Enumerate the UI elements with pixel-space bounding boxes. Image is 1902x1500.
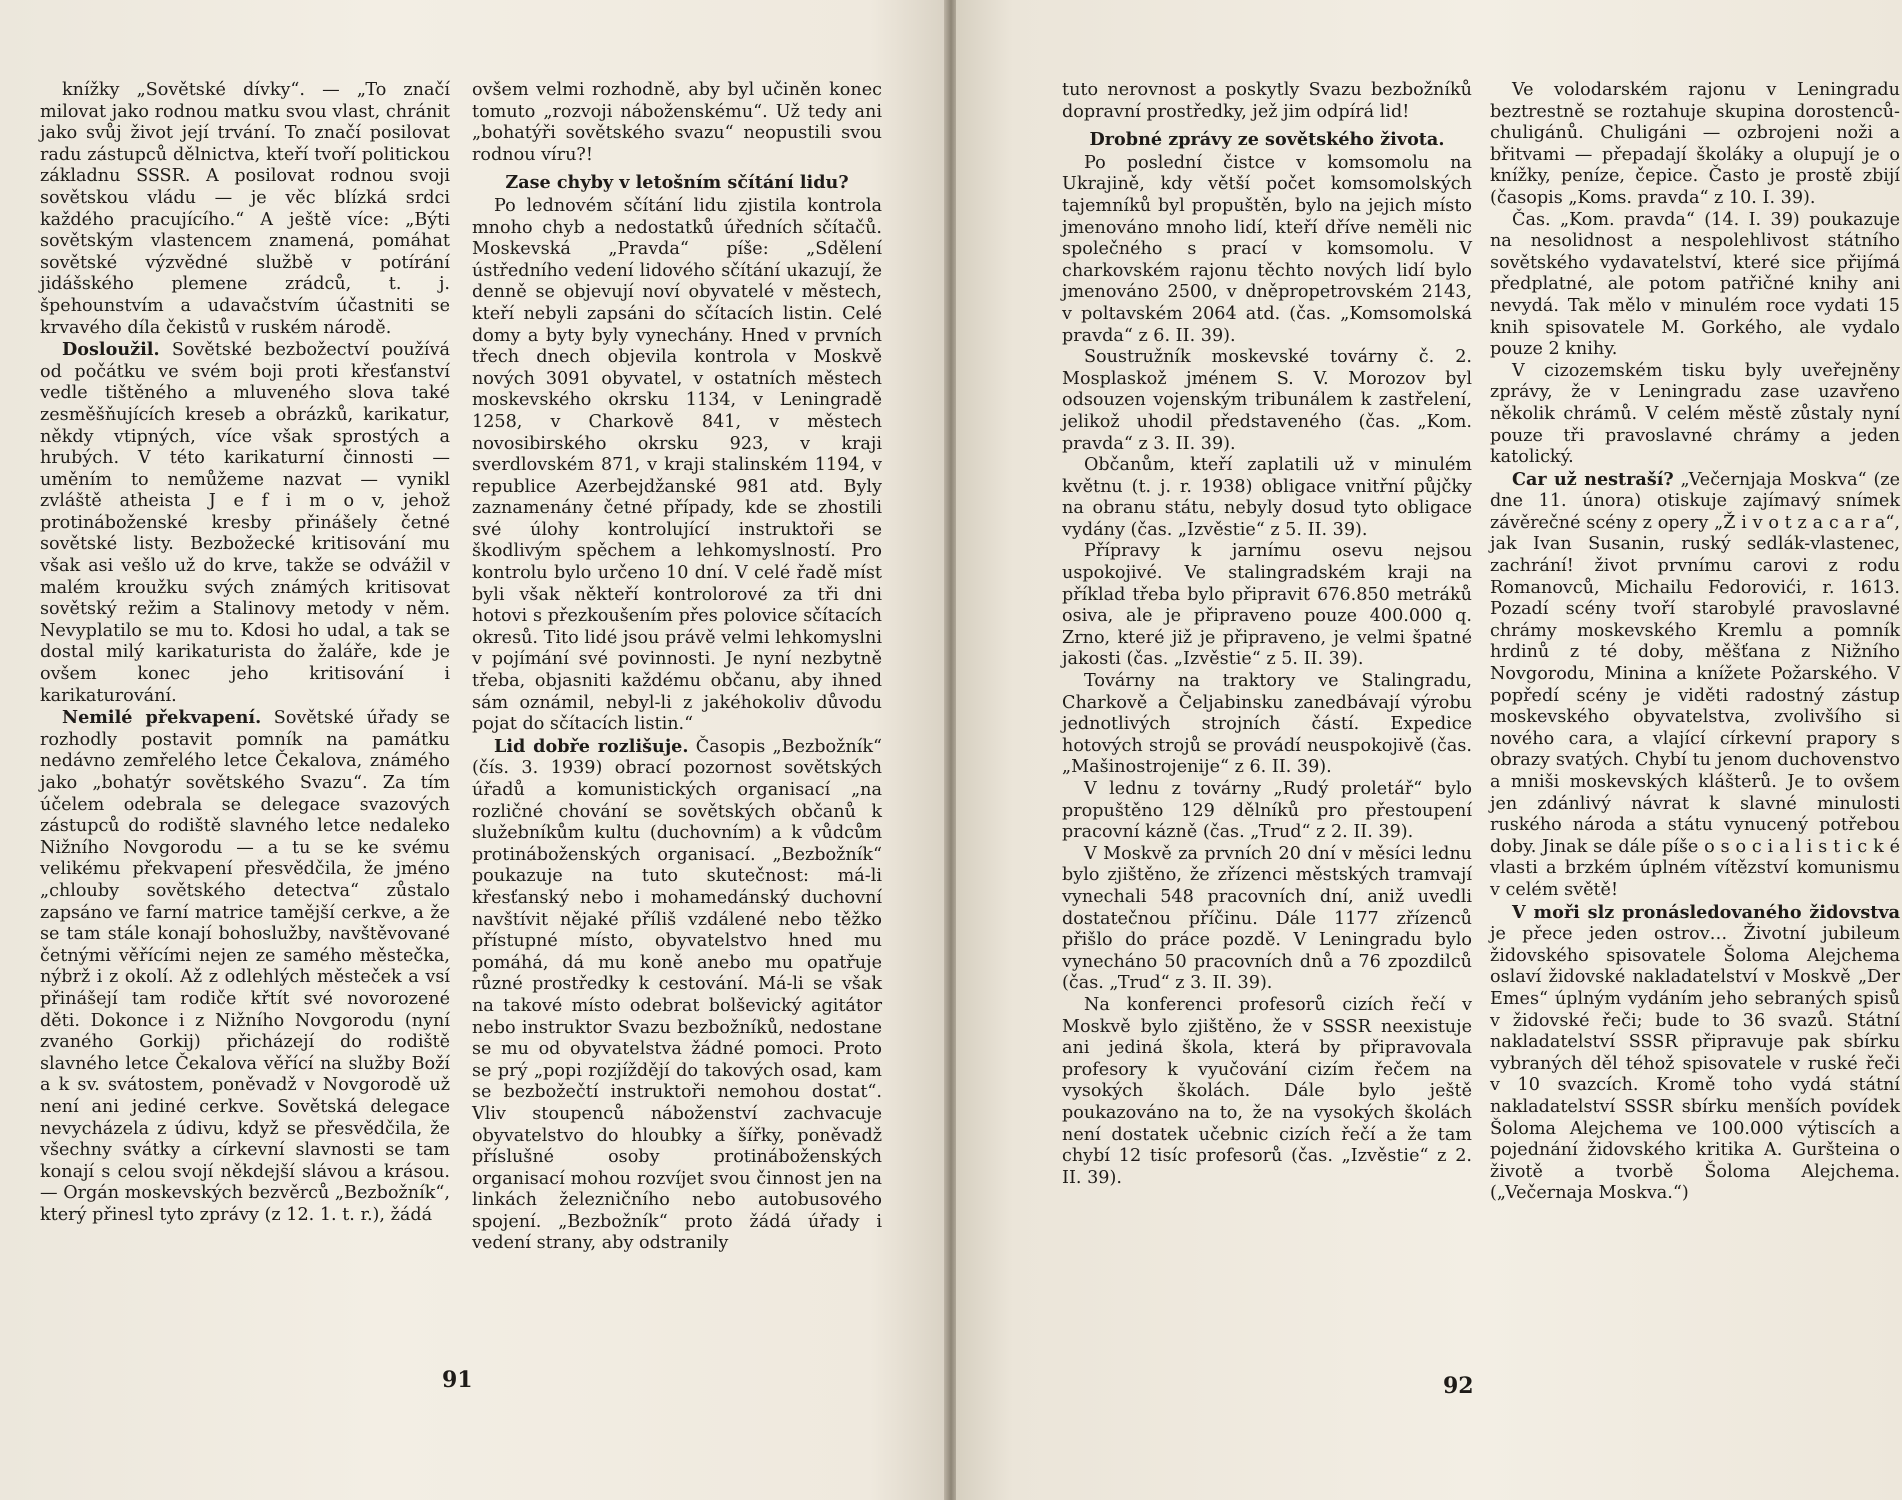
left-page-column-2 <box>472 80 882 1255</box>
left-page-column-1 <box>40 80 450 1226</box>
paragraph-text: Po lednovém sčítání lidu zjistila kontrola mnoho chyb a nedostatků úředních sčítačů. Moskevská „Pravda“ píše: „Sdělení ústředního vedení lidového sčítání ukazují, že denně se objevují noví obyvatelé v městech, kteří nebyli zapsáni do sčítacích listin. Celé domy a byty byly vynechány. Hned v prvních třech dnech objevila kontrola v Moskvě nových 3091 obyvatel, v ostatních městech moskevského okrsku 1134, v Leningradě 1258, v Charkově 841, v městech novosibirského okrsku 923, v kraji sverdlovském 871, v kraji stalinském 1194, v republice Azerbejdžanské 981 atd. Byly zaznamenány četné případy, kde se zhostili své úlohy kontrolující instruktoři se škodlivým spěchem a lehkomyslností. Pro kontrolu bylo určeno 10 dní. V celé řadě míst byli však někteří kontrolorové za tři dni hotovi s přezkoušením přes polovice sčítacích okresů. Tito lidé jsou právě velmi lehkomyslni v pojímání své povinnosti. Je nyní nezbytně třeba, objasniti každému občanu, aby ihned sám oznámil, nebyl-li z jakéhokoliv důvodu pojat do sčítacích listin.“ <box>472 195 882 735</box>
article-paragraph <box>1490 469 1900 902</box>
paragraph-text: tuto nerovnost a poskytly Svazu bezbožníků dopravní prostředky, jež jim odpírá lid! <box>1062 80 1472 122</box>
article-paragraph <box>1062 455 1472 541</box>
paragraph-text: Sovětské úřady se rozhodly postavit pomník na památku nedávno zemřelého letce Čekalova, známého jako „bohatýr sovětského Svazu“. Za tím účelem odebrala se delegace svazových zástupců do rodiště slavného letce nedaleko Nižního Novgorodu — a tu se ke svému velikému překvapení přesvědčila, že jméno „chlouby sovětského detectva“ zůstalo zapsáno ve farní matrice tamější cerkve, a že se tam stále konají bohoslužby, navštěvované četnými věřícími nejen ze samého městečka, nýbrž i z okolí. Až z odlehlých městeček a vsí přinášejí tam rodiče křtít své novorozené děti. Dokonce i z Nižního Novgorodu (nyní zvaného Gorkij) přicházejí do rodiště slavného letce Čekalova věřící na služby Boží a k sv. svátostem, poněvadž v Novgorodě už není ani jediné cerkve. Sovětská delegace nevycházela z údivu, když se přesvědčila, že všechny svátky a církevní slavnosti se tam konají s celou svojí někdejší slávou a krásou. — Orgán moskevských bezvěrců „Bezbožník“, který přinesl tyto zprávy (z 12. 1. t. r.), žádá <box>40 708 450 1225</box>
paragraph-text: Čas. „Kom. pravda“ (14. I. 39) poukazuje na nesolidnost a nespolehlivost státního sovětského vydavatelství, které sice přijímá předplatné, ale potom patřičné knihy ani nevydá. Tak mělo v minulém roce vydati 15 knih spisovatele M. Gorkého, ale vydalo pouze 2 knihy. <box>1490 209 1900 360</box>
right-page-column-2 <box>1490 80 1900 1205</box>
article-paragraph <box>40 80 450 339</box>
paragraph-text: Občanům, kteří zaplatili už v minulém květnu (t. j. r. 1938) obligace vnitřní půjčky na obranu státu, nebyly dosud tyto obligace vydány (čas. „Izvěstie“ z 5. II. 39). <box>1062 455 1472 540</box>
paragraph-text: Ve volodarském rajonu v Leningradu beztrestně se roztahuje skupina dorostenců-chuligánů. Chuligáni — ozbrojeni noži a břitvami — přepadají školáky a olupují je o knížky, peníze, čepice. Často je prostě zbijí (časopis „Koms. pravda“ z 10. I. 39). <box>1490 80 1900 208</box>
paragraph-text: Časopis „Bezbožník“ (čís. 3. 1939) obrací pozornost sovětských úřadů a komunistických organisací „na rozličné chování se sovětských občanů k služebníkům kultu (duchovním) a k vůdcům protináboženských organisací. „Bezbožník“ poukazuje na tuto skutečnost: má-li křesťanský nebo i mohamedánský duchovní navštívit nějaké příliš vzdálené nebo těžko přístupné místo, obyvatelstvo hned mu pomáhá, dá mu koně anebo mu opatřuje různé prostředky k cestování. Má-li se však na takové místo odebrat bolševický agitátor nebo instruktor Svazu bezbožníků, nedostane se mu od obyvatelstva žádné pomoci. Proto se prý „popi rozjíždějí do takových osad, kam se bezbožečtí instruktoři nemohou dostat“. Vliv stoupenců náboženství zachvacuje obyvatelstvo do hloubky a šířky, poněvadž příslušné osoby protináboženských organisací mohou rozvíjet svou činnost jen na linkách železničního nebo autobusového spojení. „Bezbožník“ proto žádá úřady i vedení strany, aby odstranily <box>472 736 883 1254</box>
paragraph-text: V Moskvě za prvních 20 dní v měsíci lednu bylo zjištěno, že zřízenci městských tramvají vynechali 548 pracovních dní, aniž uvedli dostatečnou příčinu. Dále 1177 zřízenců přišlo do práce pozdě. V Leningradu bylo vynecháno 50 pracovních dnů a 76 zpozdilců (čas. „Trud“ z 3. II. 39). <box>1062 843 1472 994</box>
paragraph-text: Přípravy k jarnímu osevu nejsou uspokojivé. Ve stalingradském kraji na příklad třeba bylo připravit 676.850 metráků osiva, ale je připraveno pouze 400.000 q. Zrno, které již je připraveno, je velmi špatné jakosti (čas. „Izvěstie“ z 5. II. 39). <box>1062 541 1472 670</box>
left-page <box>0 0 946 1500</box>
article-paragraph <box>472 196 882 736</box>
article-paragraph <box>1490 80 1900 210</box>
article-paragraph <box>1062 671 1472 779</box>
paragraph-text: V lednu z továrny „Rudý proletář“ bylo propuštěno 129 dělníků pro přestoupení pracovní kázně (čas. „Trud“ z 2. II. 39). <box>1062 779 1472 843</box>
article-paragraph <box>1490 902 1900 1205</box>
paragraph-text: Po poslední čistce v komsomolu na Ukrajině, kdy větší počet komsomolských tajemníků byl propuštěn, bylo na jejich místo jmenováno mnoho lidí, kteří dříve neměli nic společného s prací v komsomolu. V charkovském rajonu těchto nových lidí bylo jmenováno 2500, v dněpropetrovském 2143, v poltavském 2064 atd. (čas. „Komsomolská pravda“ z 6. II. 39). <box>1062 152 1472 346</box>
paragraph-text: knížky „Sovětské dívky“. — „To značí milovat jako rodnou matku svou vlast, chránit jako svůj život její trvání. To značí posilovat radu zástupců dělnictva, kteří tvoří politickou základnu SSSR. A posilovat rodnou svoji sovětskou vládu — je věc blízká srdci každého pracujícího.“ A ještě více: „Býti sovětským vlastencem znamená, pomáhat sovětské výzvědné službě v potírání jidášského plemene zrádců, t. j. špehounstvím a udavačstvím účastniti se krvavého díla čekistů v ruském národě. <box>40 80 450 338</box>
paragraph-text: Sovětské bezbožectví používá od počátku ve svém boji proti křesťanství vedle tištěného a mluveného slova také zesměšňujících kreseb a obrázků, karikatur, někdy vtipných, více však sprostých a hrubých. V této karikaturní činnosti — uměním to nemůžeme nazvat — vynikl zvláště atheista J e f i m o v, jehož protináboženské kresby přinášely četné sovětské listy. Bezbožecké kritisování mu však asi vešlo už do krve, takže se odvážil v malém kroužku svých známých kritisovat sovětský režim a Stalinovy metody v něm. Nevyplatilo se mu to. Kdosi ho udal, a tak se dostal milý karikaturista do žaláře, kde je ovšem konec jeho kritisování i karikaturování. <box>40 340 450 706</box>
article-paragraph <box>1062 80 1472 123</box>
article-paragraph <box>1062 153 1472 347</box>
paragraph-text: V cizozemském tisku byly uveřejněny zprávy, že v Leningradu zase uzavřeno několik chrámů. V celém městě zůstaly nyní pouze tři pravoslavné chrámy a jeden katolický. <box>1490 360 1900 468</box>
article-paragraph <box>40 707 450 1226</box>
paragraph-lead: Car už nestraší? <box>1512 468 1674 490</box>
article-paragraph <box>1490 210 1900 361</box>
paragraph-text: Na konferenci profesorů cizích řečí v Moskvě bylo zjištěno, že v SSSR neexistuje ani jediná škola, která by připravovala profesory k vyučování cizím řečem na vysokých školách. Dále bylo ještě poukazováno na to, že na vysokých školách není dostatek učebnic cizích řečí a že tam chybí 12 tisíc profesorů (čas. „Izvěstie“ z 2. II. 39). <box>1062 994 1472 1188</box>
article-paragraph <box>1490 361 1900 469</box>
paragraph-text: Soustružník moskevské továrny č. 2. Mosplaskož jménem S. V. Morozov byl odsouzen vojenským tribunálem k zastřelení, jelikož uhodil představeného (čas. „Kom. pravda“ z 3. II. 39). <box>1062 347 1472 454</box>
paragraph-lead: Nemilé překvapení. <box>62 707 262 729</box>
article-paragraph <box>1062 347 1472 455</box>
article-paragraph <box>1062 541 1472 671</box>
right-page-column-1 <box>1062 80 1472 1189</box>
article-paragraph <box>1062 995 1472 1189</box>
section-heading: Zase chyby v letošním sčítání lidu? <box>505 172 849 194</box>
right-page <box>956 0 1902 1500</box>
page-number-left: 91 <box>442 1367 473 1393</box>
article-paragraph <box>40 339 450 707</box>
article-paragraph <box>1062 844 1472 995</box>
article-paragraph <box>472 736 882 1255</box>
paragraph-lead: V moři slz pronásledovaného židovstva <box>1512 901 1900 923</box>
paragraph-text: Továrny na traktory ve Stalingradu, Charkově a Čeljabinsku zanedbávají výrobu jednotlivých strojních částí. Expedice hotových strojů se provádí neuspokojivě (čas. „Mašinostrojenije“ z 6. II. 39). <box>1062 671 1472 778</box>
article-paragraph <box>1062 779 1472 844</box>
paragraph-text: „Večernjaja Moskva“ (ze dne 11. února) otiskuje zajímavý snímek závěrečné scény z opery „Ž i v o t z a c a r a“, jak Ivan Susanin, ruský sedlák-vlastenec, zachrání! život prvnímu carovi z rodu Romanovců, Michailu Fedorovići, r. 1613. Pozadí scény tvoří starobylé pravoslavné chrámy moskevského Kremlu a pomník hrdinů z té doby, měšťana z Nižního Novgorodu, Minina a knížete Požarského. V popředí scény je viděti radostný zástup moskevského obyvatelstva, zvolivšího si nového cara, a vlající církevní prapory s obrazy svatých. Chybí tu jenom duchovenstvo a mniši moskevských klášterů. Je to ovšem jen zdánlivý návrat k slavné minulosti ruského národa a státu vynucený potřebou doby. Jinak se dále píše o s o c i a l i s t i c k é vlasti a brzkém úplném vítězství komunismu v celém světě! <box>1490 469 1900 900</box>
paragraph-text: ovšem velmi rozhodně, aby byl učiněn konec tomuto „rozvoji náboženskému“. Už tedy ani „bohatýři sovětského svazu“ neopustili svou rodnou víru?! <box>472 80 882 165</box>
section-heading: Drobné zprávy ze sovětského života. <box>1089 129 1445 151</box>
paragraph-lead: Lid dobře rozlišuje. <box>494 735 689 757</box>
paragraph-text: je přece jeden ostrov… Životní jubileum židovského spisovatele Šoloma Alejchema oslaví židovské nakladatelství v Moskvě „Der Emes“ úplným vydáním jeho sebraných spisů v židovské řeči; bude to 36 svazů. Státní nakladatelství SSSR připravuje pak sbírku vybraných děl téhož spisovatele v ruské řeči v 10 svazcích. Kromě toho vydá státní nakladatelství SSSR sbírku menších povídek Šoloma Alejchema ve 100.000 výtiscích a pojednání židovského kritika A. Guršteina o životě a tvorbě Šoloma Alejchema. („Večernaja Moskva.“) <box>1490 924 1900 1204</box>
paragraph-lead: Dosloužil. <box>62 339 160 361</box>
page-number-right: 92 <box>1443 1373 1474 1399</box>
article-paragraph <box>472 80 882 166</box>
